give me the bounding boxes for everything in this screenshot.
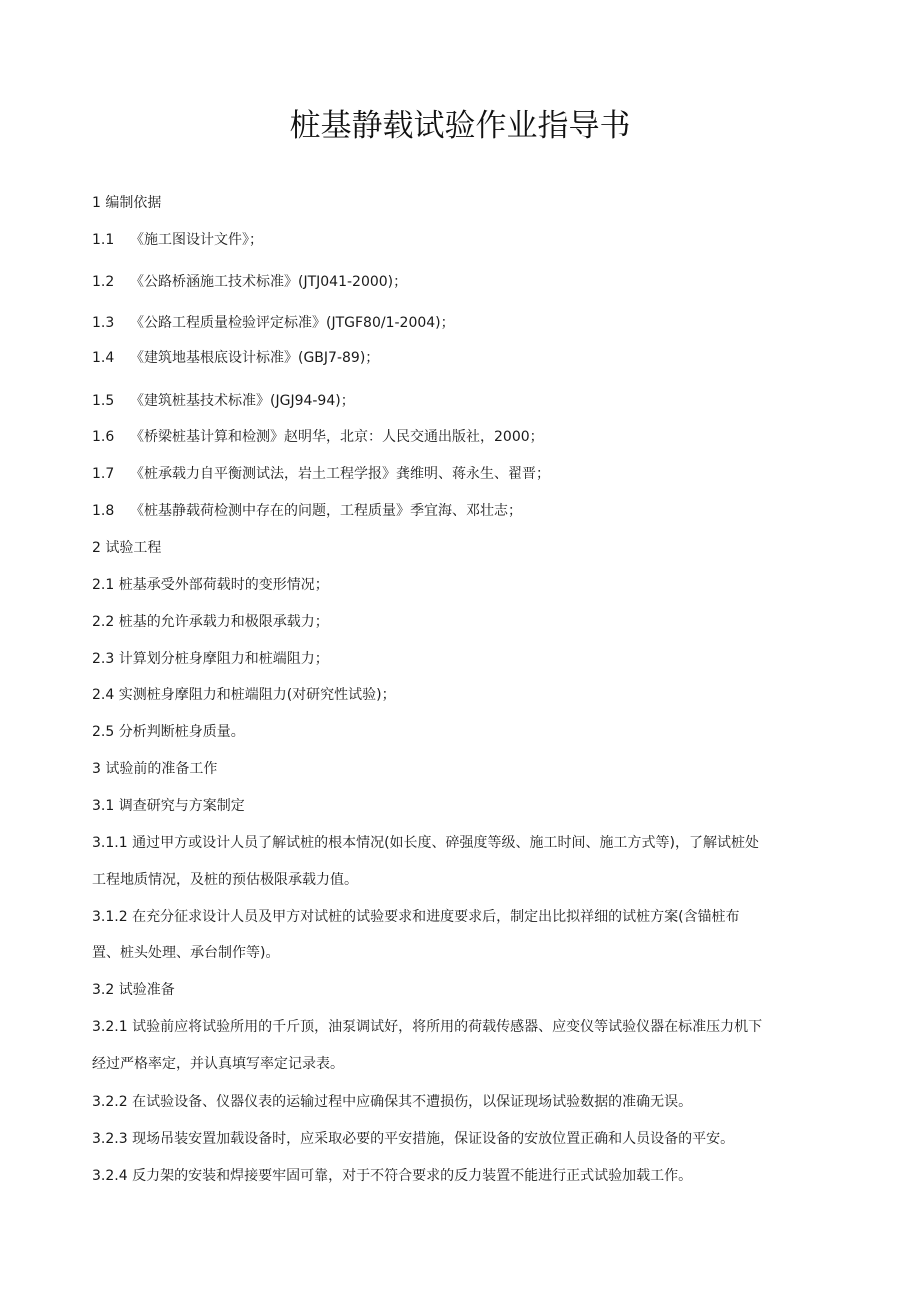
line-text: 《桩基静载荷检测中存在的问题，工程质量》季宜海、邓壮志； — [130, 503, 522, 519]
line-text: 反力架的安装和焊接要牢固可靠，对于不符合要求的反力装置不能进行正式试验加载工作。 — [132, 1168, 693, 1184]
paragraph-line — [92, 612, 329, 632]
reference-item — [92, 501, 522, 521]
paragraph-line — [92, 722, 245, 742]
line-number: 3.1 — [92, 798, 115, 814]
section-heading-3 — [92, 759, 217, 779]
reference-item — [92, 464, 550, 484]
line-number: 2.3 — [92, 651, 115, 667]
line-text: 在充分征求设计人员及甲方对试桩的试验要求和进度要求后，制定出比拟祥细的试桩方案(含锚桩布 — [132, 909, 740, 925]
line-number: 1.1 — [92, 232, 115, 248]
line-text: 桩基的允许承载力和极限承载力； — [118, 614, 329, 630]
line-number: 1.2 — [92, 274, 115, 290]
paragraph-line-continued — [92, 943, 279, 963]
reference-item — [92, 348, 379, 368]
line-number: 1.8 — [92, 503, 115, 519]
paragraph-line — [92, 980, 175, 1000]
line-text: 《桩承载力自平衡测试法，岩土工程学报》龚维明、蒋永生、翟晋； — [130, 466, 550, 482]
line-number: 3.2 — [92, 982, 115, 998]
reference-item — [92, 313, 455, 333]
line-number: 3.1.2 — [92, 909, 128, 925]
paragraph-line — [92, 1166, 692, 1186]
section-heading-2 — [92, 538, 161, 558]
line-text: 调查研究与方案制定 — [118, 798, 245, 814]
line-number: 1 — [92, 195, 101, 211]
line-number: 3.2.1 — [92, 1019, 128, 1035]
line-text: 《桥梁桩基计算和检测》赵明华，北京：人民交通出版社，2000； — [130, 429, 544, 445]
line-text: 工程地质情况，及桩的预估极限承载力值。 — [92, 872, 358, 888]
line-text: 实测桩身摩阻力和桩端阻力(对研究性试验)； — [118, 687, 396, 703]
line-text: 《建筑桩基技术标准》(JGJ94-94)； — [130, 393, 355, 409]
line-number: 3 — [92, 761, 101, 777]
line-text: 计算划分桩身摩阻力和桩端阻力； — [118, 651, 329, 667]
reference-item — [92, 272, 407, 292]
line-text: 试验准备 — [118, 982, 175, 998]
line-text: 《建筑地基根底设计标准》(GBJ7-89)； — [130, 350, 380, 366]
reference-item — [92, 391, 355, 411]
paragraph-line — [92, 833, 759, 853]
line-text: 试验工程 — [105, 540, 162, 556]
line-text: 置、桩头处理、承台制作等)。 — [92, 945, 280, 961]
line-text: 《公路工程质量检验评定标准》(JTGF80/1-2004)； — [130, 315, 455, 331]
paragraph-line — [92, 1092, 692, 1112]
line-number: 3.2.3 — [92, 1131, 128, 1147]
paragraph-line — [92, 1017, 762, 1037]
line-number: 1.4 — [92, 350, 115, 366]
line-number: 2.5 — [92, 724, 115, 740]
line-text: 通过甲方或设计人员了解试桩的根本情况(如长度、碎强度等级、施工时间、施工方式等)，了解试桩处 — [132, 835, 759, 851]
paragraph-line — [92, 685, 396, 705]
line-text: 《施工图设计文件》； — [130, 232, 263, 248]
line-text: 试验前应将试验所用的千斤顶，油泵调试好，将所用的荷载传感器、应变仪等试验仪器在标准压力机下 — [132, 1019, 763, 1035]
line-number: 2.1 — [92, 577, 115, 593]
reference-item — [92, 427, 544, 447]
paragraph-line-continued — [92, 1054, 344, 1074]
line-text: 桩基承受外部荷载时的变形情况； — [118, 577, 329, 593]
paragraph-line — [92, 796, 245, 816]
line-number: 3.2.4 — [92, 1168, 128, 1184]
line-number: 1.6 — [92, 429, 115, 445]
paragraph-line — [92, 649, 329, 669]
reference-item — [92, 230, 263, 250]
paragraph-line — [92, 575, 329, 595]
line-number: 2 — [92, 540, 101, 556]
line-number: 2.4 — [92, 687, 115, 703]
paragraph-line — [92, 1129, 734, 1149]
line-number: 1.7 — [92, 466, 115, 482]
paragraph-line — [92, 907, 740, 927]
line-number: 2.2 — [92, 614, 115, 630]
line-number: 3.1.1 — [92, 835, 128, 851]
line-text: 经过严格率定，并认真填写率定记录表。 — [92, 1056, 344, 1072]
line-text: 编制依据 — [105, 195, 162, 211]
line-text: 分析判断桩身质量。 — [118, 724, 245, 740]
line-number: 3.2.2 — [92, 1094, 128, 1110]
line-text: 现场吊装安置加载设备时，应采取必要的平安措施，保证设备的安放位置正确和人员设备的平安。 — [132, 1131, 735, 1147]
section-heading-1 — [92, 193, 161, 213]
paragraph-line-continued — [92, 870, 358, 890]
line-text: 在试验设备、仪器仪表的运输过程中应确保其不遭损伤，以保证现场试验数据的准确无误。 — [132, 1094, 693, 1110]
line-text: 《公路桥涵施工技术标准》(JTJ041-2000)； — [130, 274, 408, 290]
line-number: 1.3 — [92, 315, 115, 331]
line-text: 试验前的准备工作 — [105, 761, 218, 777]
document-title: 桩基静载试验作业指导书 — [289, 108, 631, 144]
line-number: 1.5 — [92, 393, 115, 409]
